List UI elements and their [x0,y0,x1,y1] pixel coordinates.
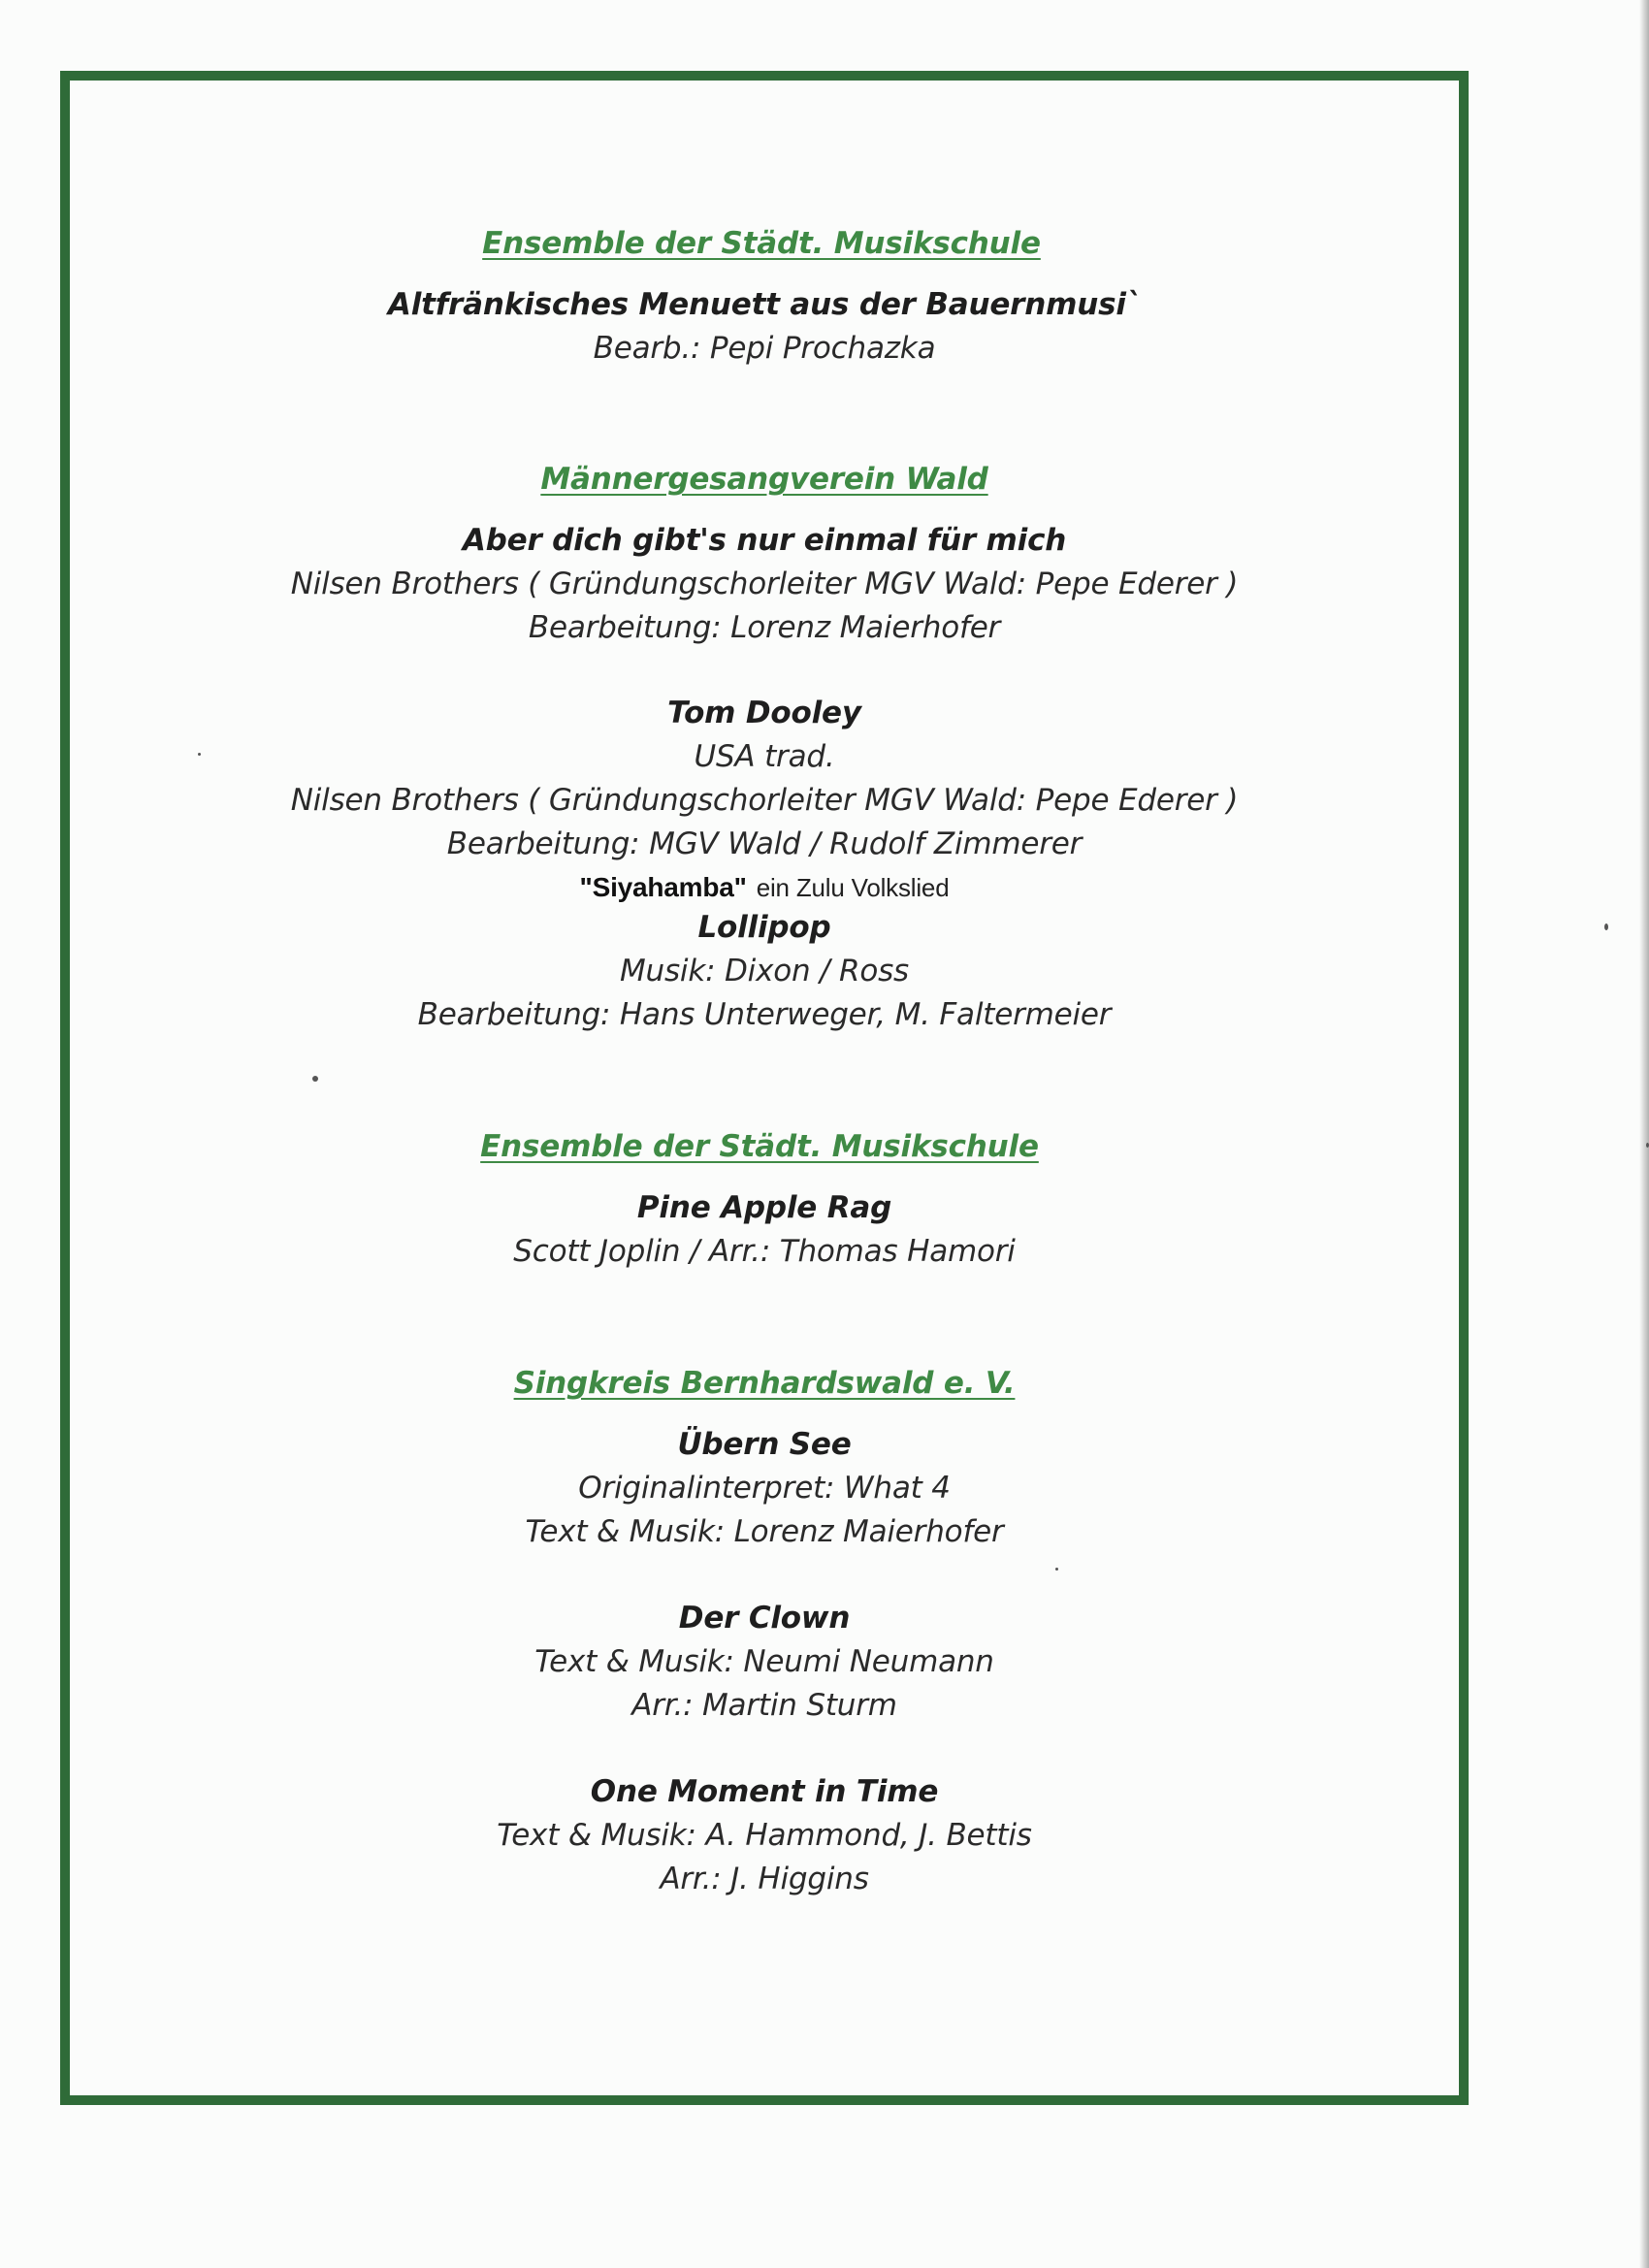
piece-credit: Text & Musik: Lorenz Maierhofer [525,1514,1004,1549]
scan-speck [312,1076,318,1082]
scan-edge-shadow [1639,0,1649,2268]
section-heading: Singkreis Bernhardswald e. V. [513,1366,1016,1401]
scan-speck [198,753,201,756]
piece-credit: Bearbeitung: MGV Wald / Rudolf Zimmerer [446,826,1083,861]
piece-subtitle: ein Zulu Volkslied [756,873,950,902]
piece-credit: Arr.: J. Higgins [660,1862,869,1896]
section-heading: Männergesangverein Wald [540,462,988,497]
section-heading: Ensemble der Städt. Musikschule [482,226,1041,261]
piece-title: Altfränkisches Menuett aus der Bauernmusi` [387,287,1142,322]
green-page-frame [60,71,1469,2105]
piece-title: Aber dich gibt's nur einmal für mich [462,523,1067,558]
section-heading: Ensemble der Städt. Musikschule [480,1129,1039,1164]
piece-title: Lollipop [697,910,831,945]
piece-credit: Bearb.: Pepi Prochazka [593,331,936,366]
scan-speck [1604,923,1608,930]
piece-title: "Siyahamba" [579,872,747,902]
piece-credit: Musik: Dixon / Ross [619,954,909,988]
piece-credit: Originalinterpret: What 4 [578,1471,951,1506]
piece-title: Pine Apple Rag [636,1190,892,1225]
piece-credit: Text & Musik: Neumi Neumann [534,1644,994,1679]
piece-credit: Arr.: Martin Sturm [631,1688,897,1723]
piece-credit: USA trad. [694,739,835,774]
piece-credit: Nilsen Brothers ( Gründungschorleiter MGV Wald: Pepe Ederer ) [290,783,1239,818]
piece-title: Tom Dooley [667,696,861,730]
piece-credit: Scott Joplin / Arr.: Thomas Hamori [513,1234,1016,1269]
piece-credit: Bearbeitung: Hans Unterweger, M. Faltermeier [417,997,1112,1032]
scan-speck [1055,1568,1058,1571]
piece-title: Der Clown [678,1601,851,1636]
piece-title: One Moment in Time [590,1774,939,1809]
piece-credit: Nilsen Brothers ( Gründungschorleiter MGV Wald: Pepe Ederer ) [290,567,1239,601]
piece-credit: Bearbeitung: Lorenz Maierhofer [528,610,1001,645]
concert-program [70,81,1459,2095]
piece-title-with-note [70,872,1459,903]
piece-title: Übern See [677,1427,852,1462]
piece-credit: Text & Musik: A. Hammond, J. Bettis [497,1818,1032,1853]
